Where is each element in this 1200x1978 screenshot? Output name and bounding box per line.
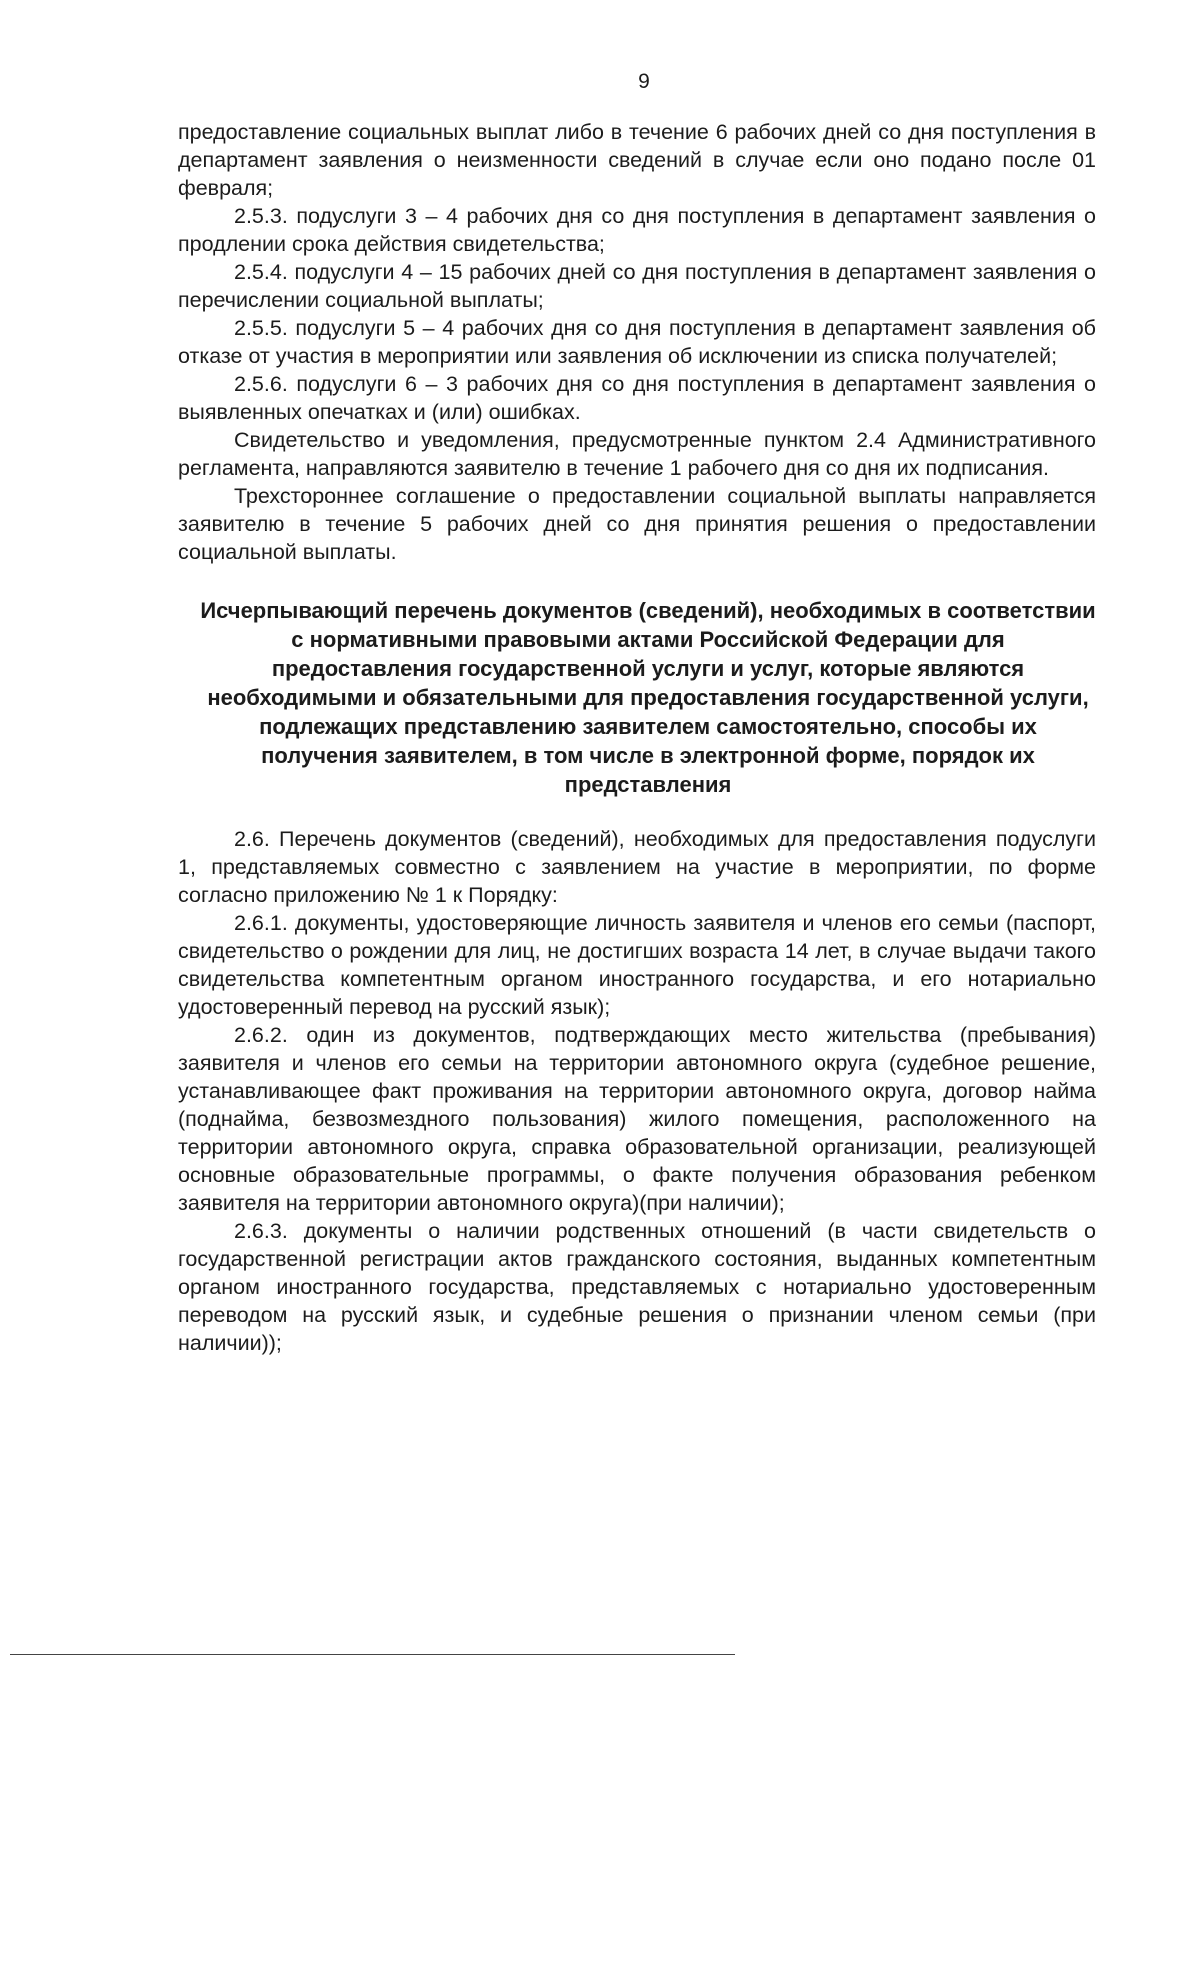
paragraph-2-5-6: 2.5.6. подуслуги 6 – 3 рабочих дня со дня поступления в департамент заявления о выявленных опечатках и (или) ошибках. bbox=[178, 372, 1096, 424]
paragraph-2-6: 2.6. Перечень документов (сведений), необходимых для предоставления подуслуги 1, представляемых совместно с заявлением на участие в мероприятии, по форме согласно приложению № 1 к Порядку: bbox=[178, 827, 1096, 907]
paragraph-2-6-2: 2.6.2. один из документов, подтверждающих место жительства (пребывания) заявителя и членов его семьи на территории автономного округа (судебное решение, устанавливающее факт проживания на территории автономного округа, договор найма (поднайма, безвозмездного пользования) жилого помещения, расположенного на территории автономного округа, справка образовательной организации, реализующей основные образовательные программы, о факте получения образования ребенком заявителя на территории автономного округа)(при наличии); bbox=[178, 1023, 1096, 1215]
paragraph-2-6-1: 2.6.1. документы, удостоверяющие личность заявителя и членов его семьи (паспорт, свидетельство о рождении для лиц, не достигших возраста 14 лет, в случае выдачи такого свидетельства компетентным органом иностранного государства, и его нотариально удостоверенный перевод на русский язык); bbox=[178, 911, 1096, 1019]
paragraph-2-5-5: 2.5.5. подуслуги 5 – 4 рабочих дня со дня поступления в департамент заявления об отказе от участия в мероприятии или заявления об исключении из списка получателей; bbox=[178, 316, 1096, 368]
paragraph-certificate-notice: Свидетельство и уведомления, предусмотренные пунктом 2.4 Административного регламента, направляются заявителю в течение 1 рабочего дня со дня их подписания. bbox=[178, 428, 1096, 480]
page-number: 9 bbox=[638, 70, 650, 93]
section-heading: Исчерпывающий перечень документов (сведений), необходимых в соответствии с нормативными правовыми актами Российской Федерации для предоставления государственной услуги и услуг, которые являются необходимыми и обязательными для предоставления государственной услуги, подлежащих представлению заявителем самостоятельно, способы их получения заявителем, в том числе в электронной форме, порядок их представления bbox=[200, 598, 1096, 797]
paragraph-2-5-3: 2.5.3. подуслуги 3 – 4 рабочих дня со дня поступления в департамент заявления о продлении срока действия свидетельства; bbox=[178, 204, 1096, 256]
document-body bbox=[178, 118, 1096, 1357]
footnote-divider bbox=[10, 1654, 735, 1655]
paragraph-2-5-4: 2.5.4. подуслуги 4 – 15 рабочих дней со дня поступления в департамент заявления о перечислении социальной выплаты; bbox=[178, 260, 1096, 312]
paragraph: предоставление социальных выплат либо в течение 6 рабочих дней со дня поступления в департамент заявления о неизменности сведений в случае если оно подано после 01 февраля; bbox=[178, 120, 1096, 200]
paragraph-tripartite-agreement: Трехстороннее соглашение о предоставлении социальной выплаты направляется заявителю в течение 5 рабочих дней со дня принятия решения о предоставлении социальной выплаты. bbox=[178, 484, 1096, 564]
paragraph-2-6-3: 2.6.3. документы о наличии родственных отношений (в части свидетельств о государственной регистрации актов гражданского состояния, выданных компетентным органом иностранного государства, представляемых с нотариально удостоверенным переводом на русский язык, и судебные решения о признании членом семьи (при наличии)); bbox=[178, 1219, 1096, 1355]
